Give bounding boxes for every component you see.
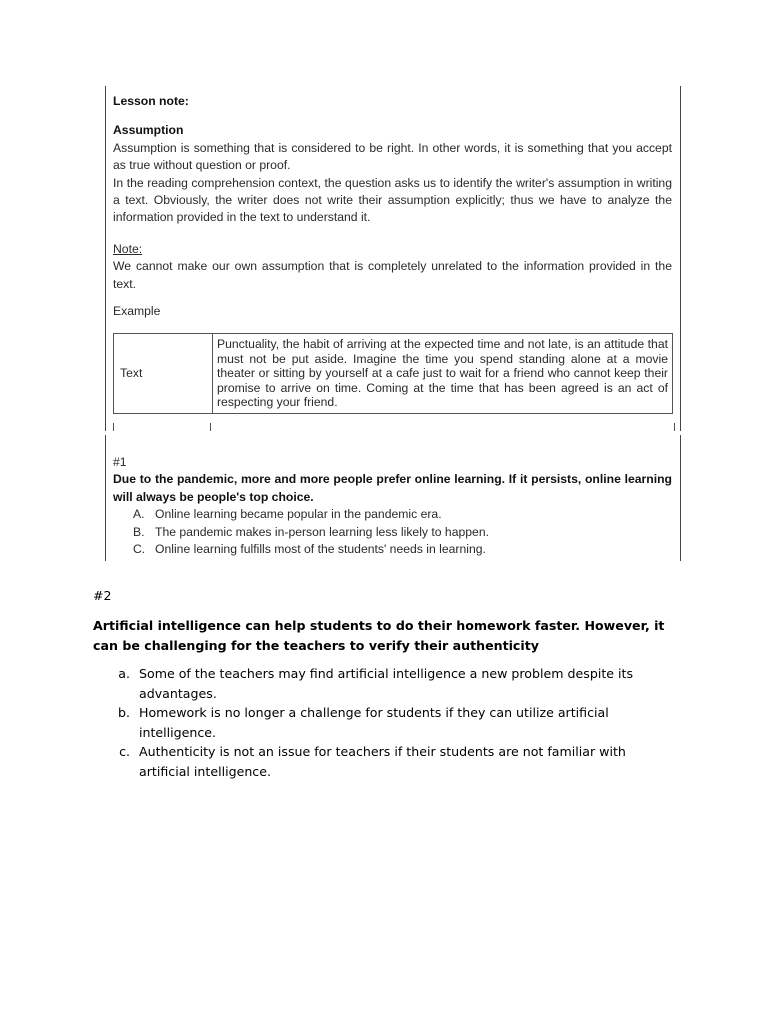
question-1-options [113,506,672,558]
list-item: A. Online learning became popular in the pandemic era. [133,507,442,522]
question-2-stem: Artificial intelligence can help students to do their homework faster. However, it can be challenging for the teachers to verify their authenticity [93,618,665,653]
list-item: b. Homework is no longer a challenge for students if they can utilize artificial intelligence. [118,705,609,740]
question-2-number: #2 [93,588,112,603]
list-item: B. The pandemic makes in-person learning less likely to happen. [133,524,489,539]
assumption-definition: Assumption is something that is considered to be right. In other words, it is something that you accept as true without question or proof. [113,140,672,173]
lesson-note-image [105,86,681,431]
example-table [113,333,673,414]
assumption-heading: Assumption [113,123,184,138]
table-row [114,334,673,414]
example-label: Example [113,304,161,319]
question-1-number: #1 [113,455,127,469]
list-item: c. Authenticity is not an issue for teachers if their students are not familiar with artificial intelligence. [119,744,626,779]
question-1-body [113,454,672,558]
lesson-note-body [113,93,672,320]
assumption-context: In the reading comprehension context, the question asks us to identify the writer's assumption in writing a text. Obviously, the writer does not write their assumption explicitly; thus we have to analyze the information provided in the text to understand it. [113,175,672,225]
list-item: C. Online learning fulfills most of the students' needs in learning. [133,542,486,557]
lesson-note-title: Lesson note: [113,94,189,108]
question-2-options [93,664,668,781]
note-text: We cannot make our own assumption that is completely unrelated to the information provided in the text. [113,259,672,291]
cut-table-row [113,423,675,431]
example-row-label: Text [114,334,213,414]
list-item: a. Some of the teachers may find artificial intelligence a new problem despite its advantages. [118,666,634,701]
note-label: Note: [113,241,143,256]
example-row-text: Punctuality, the habit of arriving at the expected time and not late, is an attitude that must not be put aside. Imagine the time you spend standing alone at a movie theater or sitting by yourself at a cafe just to wait for a friend who cannot keep their promise to arrive on time. Coming at the time that has been agreed is an act of respecting your friend. [213,334,673,414]
question-1-stem: Due to the pandemic, more and more people prefer online learning. If it persists, online learning will always be people's top choice. [113,472,672,504]
question-1-image [105,435,681,561]
